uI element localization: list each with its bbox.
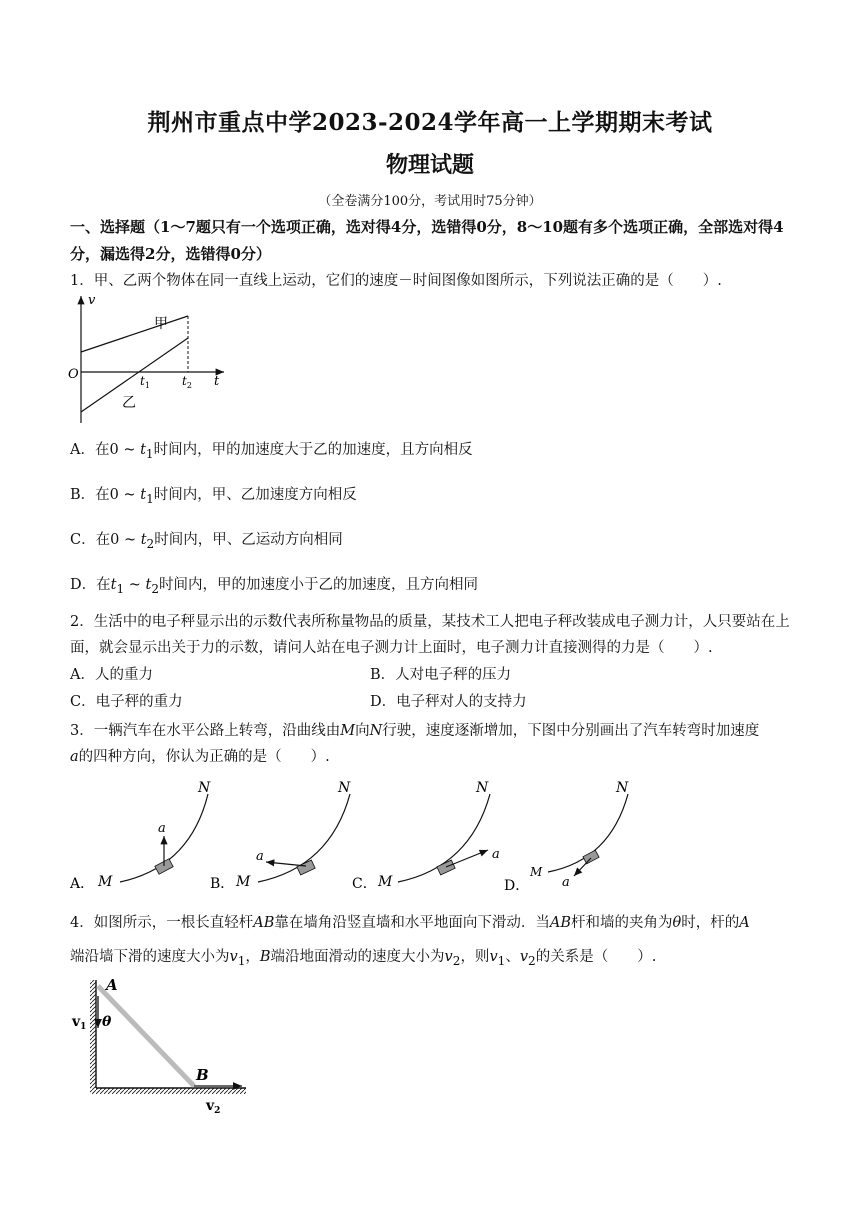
q3-fig-d-m: M [530,865,543,879]
q1-option-b[interactable]: B．在0 ~ $t_1$时间内，甲、乙加速度方向相反 [70,487,357,506]
subject-title: 物理试题 [385,152,474,178]
q1-t1-label: $t_1$ [140,374,150,390]
q3-fig-c-a: a [492,847,500,862]
q1-vt-graph [66,290,236,426]
q4-floor-hatch [90,1088,246,1094]
q1-t-label: t [214,374,220,389]
q3-fig-d-n: N [616,780,629,796]
q3-fig-a-a: a [158,821,166,836]
q3-fig-b-label: B． [210,876,235,892]
exam-title: 荆州市重点中学2023-2024学年高一上学期期末考试 [147,109,713,136]
q3-fig-a[interactable] [69,780,211,892]
q3-fig-a-n: N [198,780,211,796]
q4-fig-v1: $v_1$ [72,1014,87,1032]
q1-option-c[interactable]: C．在0 ~ $t_2$时间内，甲、乙运动方向相同 [70,532,343,551]
q4-stem: 4．如图所示，一根长直轻杆AB靠在墙角沿竖直墙和水平地面向下滑动．当AB杆和墙的夹角为θ时，杆的A 端沿墙下滑的速度大小为$v_1$，B端沿地面滑动的速度大小为$v_2$，则$v_1$、$v_2$的关系是（ ）. [70,915,750,968]
q3-fig-d-label: D． [504,878,530,894]
q1-t2-label: $t_2$ [182,374,192,390]
q2-option-c[interactable]: C．电子秤的重力 [70,694,183,710]
q1-stem: 1．甲、乙两个物体在同一直线上运动，它们的速度－时间图像如图所示，下列说法正确的是（ ）. [70,273,722,289]
q4-wall-hatch [90,980,96,1088]
q4-figure [68,974,258,1120]
q4-fig-a: A [106,976,118,994]
q1-jia-label: 甲 [154,316,168,332]
q3-fig-c-arrow [446,850,488,867]
q3-fig-c-label: C． [352,876,377,892]
exam-note: （全卷满分100分，考试用时75分钟） [318,194,542,209]
q4-fig-theta: θ [102,1014,112,1030]
q1-v-label: v [88,293,96,308]
q4-rod [98,986,194,1086]
q2-option-a[interactable]: A．人的重力 [70,667,153,683]
q4-fig-v2: $v_2$ [206,1098,221,1116]
q3-figures [60,772,670,896]
q3-fig-b[interactable] [210,780,351,892]
q3-fig-d[interactable] [504,780,629,894]
q3-fig-a-label: A． [70,876,95,892]
q3-fig-b-a: a [256,849,264,864]
q3-fig-b-m: M [236,874,251,890]
q3-fig-b-car [297,860,315,875]
q3-fig-c-car [437,860,455,875]
q3-fig-b-arrow [266,862,306,866]
q1-o-label: O [68,367,79,382]
q3-fig-d-car [583,850,599,864]
q3-fig-d-a: a [562,875,570,890]
q2-option-d[interactable]: D．电子秤对人的支持力 [370,694,527,710]
q1-yi-label: 乙 [122,395,136,411]
q1-option-d[interactable]: D．在$t_1$ ~ $t_2$时间内，甲的加速度小于乙的加速度，且方向相同 [70,577,479,596]
q3-fig-a-m: M [98,874,113,890]
q1-option-a[interactable]: A．在0 ~ $t_1$时间内，甲的加速度大于乙的加速度，且方向相反 [70,442,473,461]
q3-fig-b-n: N [338,780,351,796]
q1-line-jia [81,316,188,352]
q4-fig-b: B [196,1066,209,1084]
q3-fig-d-arrow [574,858,591,876]
q3-fig-c-m: M [378,874,393,890]
q2-stem: 2．生活中的电子秤显示出的示数代表所称量物品的质量，某技术工人把电子秤改装成电子测力计，人只要站在上面，就会显示出关于力的示数，请问人站在电子测力计上面时，电子测力计直接测得的力是（ ）. [70,614,790,656]
section-heading: 一、选择题（1～7题只有一个选项正确，选对得4分，选错得0分，8～10题有多个选项正确，全部选对得4分，漏选得2分，选错得0分） [70,218,784,263]
q2-option-b[interactable]: B．人对电子秤的压力 [370,667,512,683]
q3-stem: 3．一辆汽车在水平公路上转弯，沿曲线由M向N行驶，速度逐渐增加，下图中分别画出了汽车转弯时加速度 a的四种方向，你认为正确的是（ ）. [70,723,760,765]
q3-fig-c-n: N [476,780,489,796]
q3-fig-c[interactable] [352,780,500,892]
